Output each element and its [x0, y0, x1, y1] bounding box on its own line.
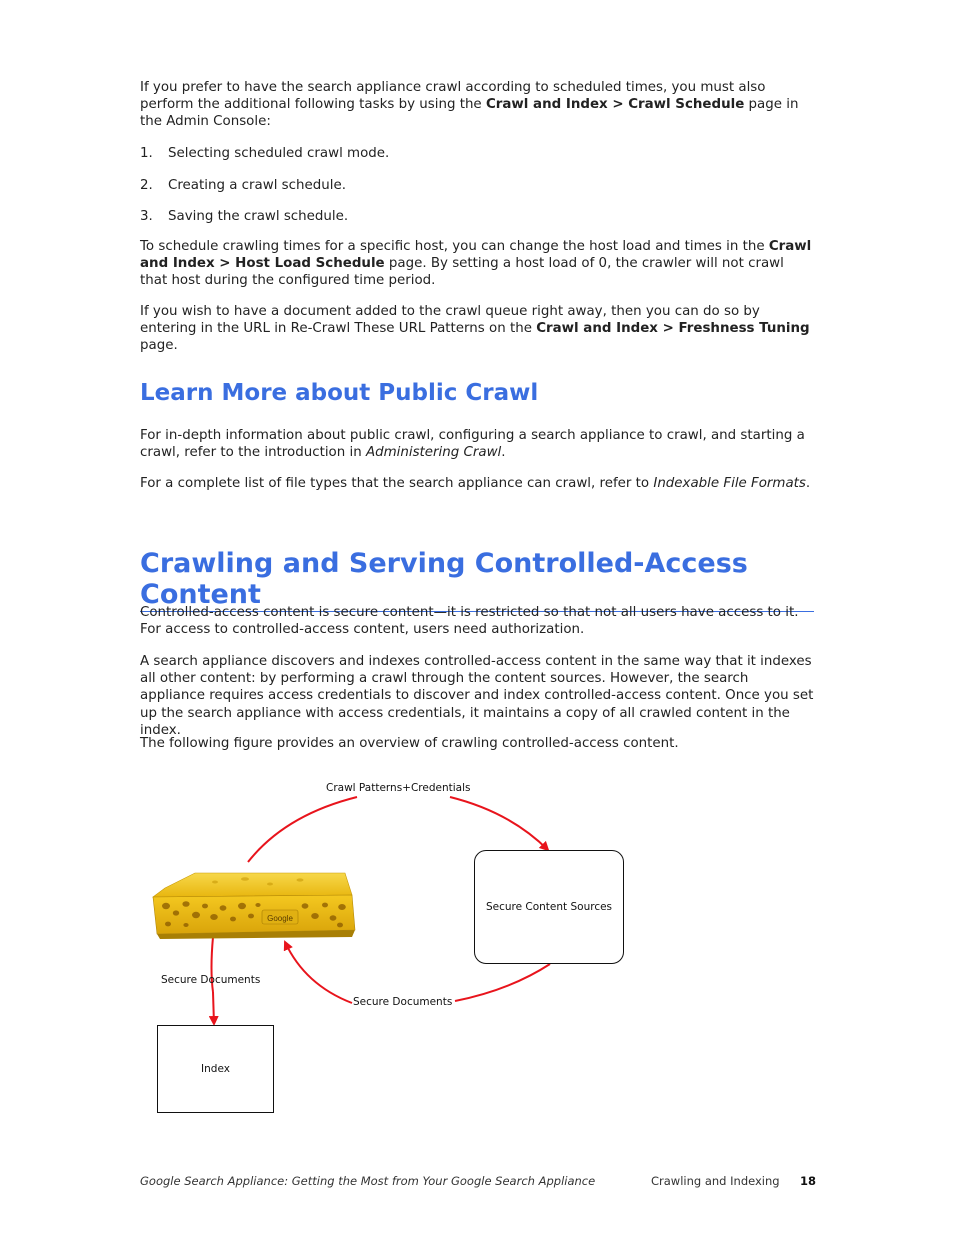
documents-arrow-to-appliance — [285, 942, 352, 1003]
footer-page-number: 18 — [800, 1174, 817, 1188]
learn-more-heading: Learn More about Public Crawl — [140, 380, 539, 406]
intro-text: If you prefer to have the search appliance crawl according to scheduled times, you must also perform the additional following tasks by using the — [140, 80, 766, 113]
learn-paragraph-1: For in-depth information about public crawl, configuring a search appliance to crawl, and starting a crawl, refer to the introduction in Administering Crawl. — [140, 428, 805, 461]
secure-documents-label-left: Secure Documents — [161, 974, 261, 986]
administering-crawl-ref: Administering Crawl — [365, 445, 502, 461]
crawl-patterns-label: Crawl Patterns+Credentials — [326, 782, 471, 794]
crawl-arrow-to-sources — [450, 797, 548, 850]
host-load-schedule-path: Crawl and Index > Host Load Schedule — [140, 239, 812, 272]
crawl-schedule-path: Crawl and Index > Crawl Schedule — [485, 97, 745, 113]
indexable-file-formats-ref: Indexable File Formats — [653, 476, 806, 491]
appliance-brand-text: Google — [267, 914, 293, 923]
task-list-item: 3. Saving the crawl schedule. — [140, 209, 349, 224]
documents-arrow-to-index-tip — [213, 992, 214, 1024]
controlled-access-paragraph-3: The following figure provides an overview of crawling controlled-access content. — [140, 736, 679, 751]
index-box: Index — [157, 1025, 274, 1113]
intro-text-end: page in the Admin Console: — [140, 97, 799, 130]
controlled-access-paragraph-2: A search appliance discovers and indexes controlled-access content in the same way that it indexes all other content: by performing a crawl through the content sources. However, the search appliance requires access credentials to discover and index controlled-access content. Once you set up the search appliance with access credentials, it maintains a copy of all crawled content in the index. — [140, 654, 814, 738]
host-load-paragraph: To schedule crawling times for a specific host, you can change the host load and times in the Crawl and Index > Host Load Schedule page. By setting a host load of 0, the crawler will not crawl that host during the configured time period. — [140, 239, 812, 289]
task-list-item: 1. Selecting scheduled crawl mode. — [140, 146, 390, 161]
footer-document-title: Google Search Appliance: Getting the Most from Your Google Search Appliance — [140, 1174, 596, 1188]
secure-documents-label-bottom: Secure Documents — [353, 996, 453, 1008]
controlled-access-paragraph-1: Controlled-access content is secure content—it is restricted so that not all users have access to it. For access to controlled-access content, users need authorization. — [140, 605, 799, 638]
secure-content-sources-box: Secure Content Sources — [474, 850, 624, 964]
task-list-item: 2. Creating a crawl schedule. — [140, 178, 346, 193]
footer-section-name: Crawling and Indexing — [651, 1174, 780, 1188]
crawl-arrow-up — [248, 797, 357, 862]
recrawl-paragraph: If you wish to have a document added to the crawl queue right away, then you can do so by entering in the URL in Re-Crawl These URL Patterns on the Crawl and Index > Freshness Tuning page. — [140, 304, 810, 354]
learn-paragraph-2: For a complete list of file types that the search appliance can crawl, refer to Indexable File Formats. — [140, 476, 811, 491]
documents-arrow-from-sources — [455, 964, 550, 1001]
controlled-access-heading: Crawling and Serving Controlled-Access Content — [140, 548, 814, 612]
search-appliance-image — [153, 873, 355, 939]
freshness-tuning-path: Crawl and Index > Freshness Tuning — [536, 321, 810, 337]
